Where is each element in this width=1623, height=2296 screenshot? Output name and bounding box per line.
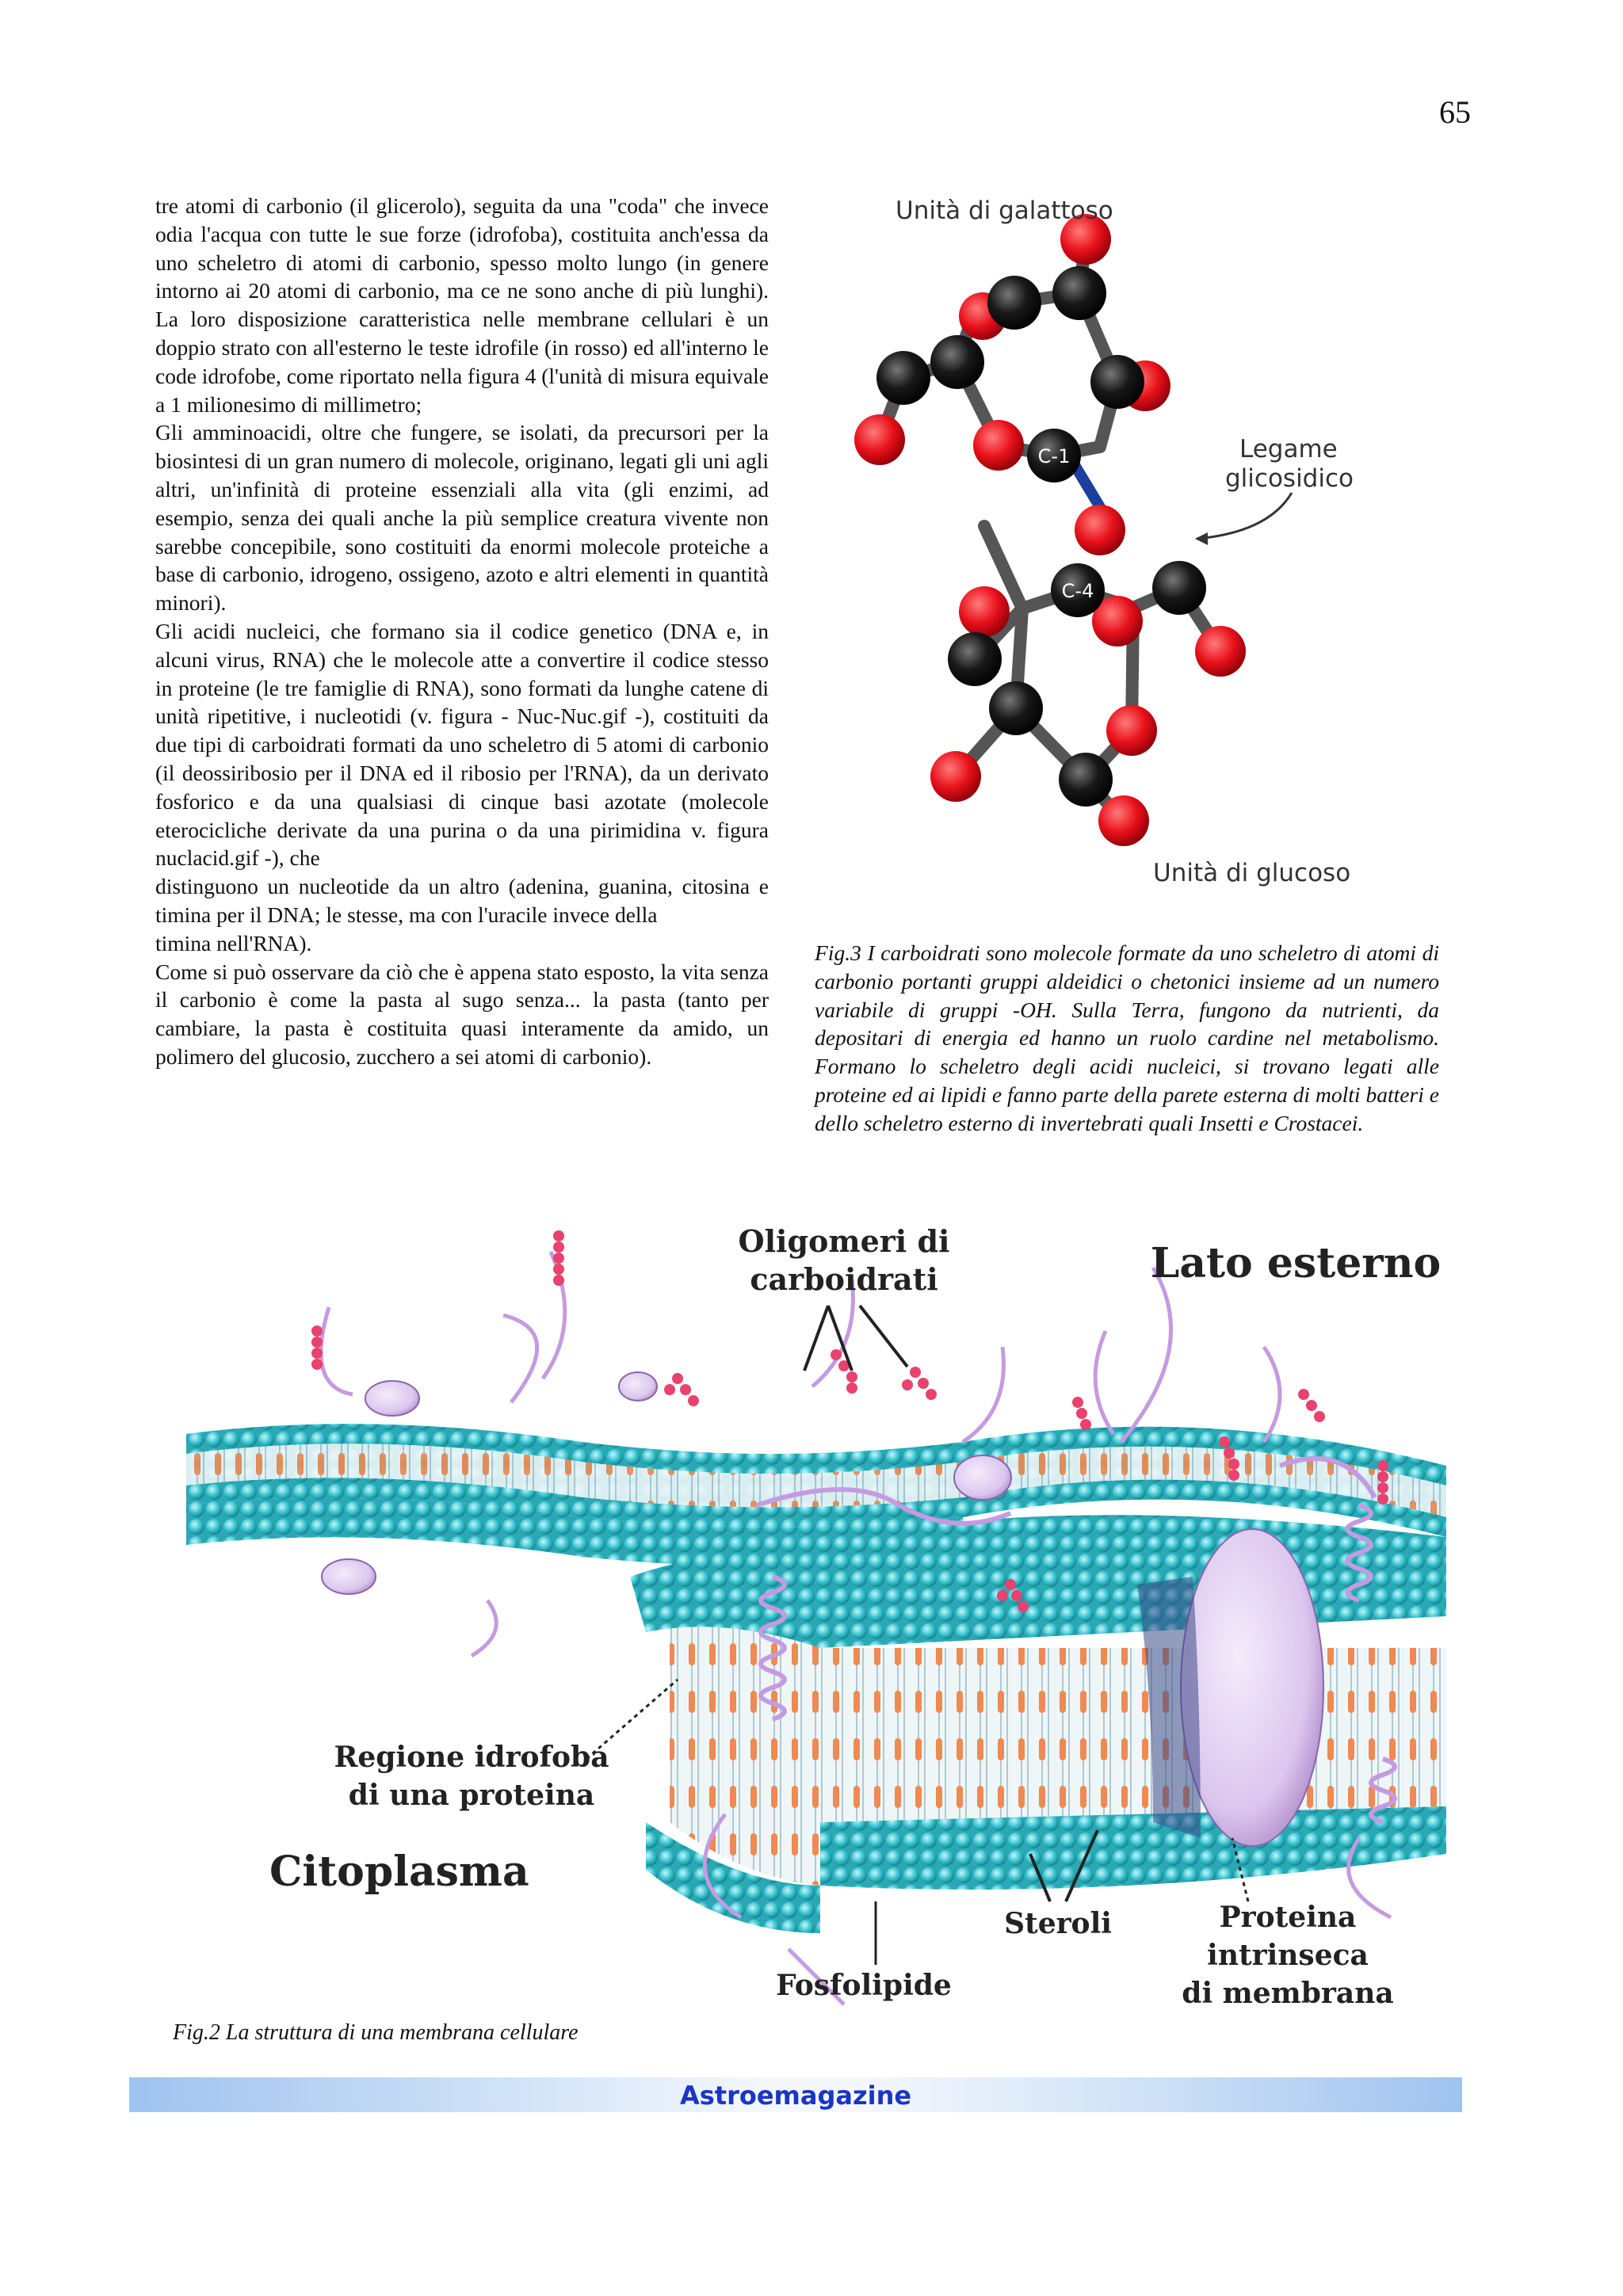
proteina-label-line1: Proteina	[1219, 1901, 1357, 1934]
body-paragraph: Gli acidi nucleici, che formano sia il codice genetico (DNA e, in alcuni virus, RNA) che le molecole atte a convertire il codice stesso in proteine (le tre famiglie di RNA), sono formati da lunghe catene di unità ripetitive, i nucleotidi (v. figura - Nuc-Nuc.gif -), costituiti da due tipi di carboidrati formati da uno scheletro di 5 atomi di carbonio (il deossiribosio per il DNA ed il ribosio per l'RNA), da un derivato fosforico e da una qualsiasi di cinque basi azotate (molecole eterocicliche derivate da una purina o da una pirimidina v. figura nuclacid.gif -), che	[155, 618, 769, 871]
body-paragraph: Come si può osservare da ciò che è appena stato esposto, la vita senza il carbonio è come la pasta al sugo senza... la pasta (tanto per cambiare, la pasta è costituita quasi interamente da amido, un polimero del glucosio, zucchero a sei atomi di carbonio).	[155, 959, 769, 1069]
oligomeri-label-line2: carboidrati	[750, 1261, 938, 1297]
citoplasma-label: Citoplasma	[269, 1848, 529, 1896]
galattoso-label: Unità di galattoso	[896, 196, 1113, 225]
c1-label: C-1	[1037, 445, 1071, 467]
lato-esterno-label: Lato esterno	[1150, 1239, 1442, 1287]
cell-membrane-diagram	[170, 1204, 1470, 2012]
footer-title: Astroemagazine	[679, 2081, 912, 2111]
bonds	[880, 239, 1220, 821]
body-paragraph: tre atomi di carbonio (il glicerolo), seguita da una "coda" che invece odia l'acqua con tutte le sue forze (idrofoba), costituita anch'essa da uno scheletro di atomi di carbonio, spesso molto lungo (in genere intorno ai 20 atomi di carbonio, ma ce ne sono anche di più lunghi). La loro disposizione caratteristica nelle membrane cellulari è un doppio strato con all'esterno le teste idrofile (in rosso) ed all'interno le code idrofobe, come riportato nella figura 4 (l'unità di misura equivale a 1 milionesimo di millimetro;	[155, 193, 769, 417]
oligomeri-label-line1: Oligomeri di	[738, 1223, 950, 1259]
body-paragraph: Gli amminoacidi, oltre che fungere, se isolati, da precursori per la biosintesi di un gran numero di molecole, originano, legati gli uni agli altri, un'infinità di proteine essenziali alla vita (gli enzimi, ad esempio, senza dei quali anche la più semplice creatura vivente non sarebbe concepibile, sono costituiti da enormi molecole proteiche a base di carbonio, idrogeno, ossigeno, azoto e altri elementi in quantità minori).	[155, 420, 769, 616]
body-text-column	[155, 192, 769, 1071]
steroli-label: Steroli	[1004, 1907, 1112, 1940]
intrinsic-protein	[1181, 1529, 1323, 1846]
glucoso-label: Unità di glucoso	[1153, 859, 1351, 887]
disaccharide-diagram	[816, 184, 1442, 897]
regione-pointer	[586, 1680, 678, 1759]
body-paragraph: timina nell'RNA).	[155, 930, 312, 955]
oligomeri-pointers	[804, 1306, 907, 1371]
regione-idrofoba-line2: di una proteina	[348, 1779, 595, 1812]
body-paragraph: distinguono un nucleotide da un altro (adenina, guanina, citosina e timina per il DNA; le stesse, ma con l'uracile invece della	[155, 874, 769, 927]
fig2-caption: Fig.2 La struttura di una membrana cellulare	[173, 2020, 579, 2045]
fig3-caption: Fig.3 I carboidrati sono molecole formate da uno scheletro di atomi di carbonio portanti gruppi aldeidici o chetonici insieme ad un numero variabile di gruppi -OH. Sulla Terra, fungono da nutrienti, da depositari di energia ed hanno un ruolo cardine nel metabolismo. Formano lo scheletro degli acidi nucleici, si trovano legati alle proteine ed ai lipidi e fanno parte della parete esterna di molti batteri e dello scheletro esterno di invertebrati quali Insetti e Crostacei.	[815, 940, 1439, 1135]
legame-arrowhead	[1195, 532, 1208, 545]
regione-idrofoba-line1: Regione idrofoba	[334, 1741, 609, 1774]
page-number: 65	[1439, 94, 1471, 130]
fosfolipide-label: Fosfolipide	[776, 1969, 952, 2002]
proteina-label-line2: intrinseca	[1207, 1939, 1369, 1972]
c4-label: C-4	[1061, 580, 1094, 602]
legame-arrow	[1197, 493, 1292, 539]
legame-label-line1: Legame	[1239, 435, 1338, 463]
legame-label-line2: glicosidico	[1225, 464, 1354, 493]
proteina-label-line3: di membrana	[1182, 1977, 1394, 2010]
